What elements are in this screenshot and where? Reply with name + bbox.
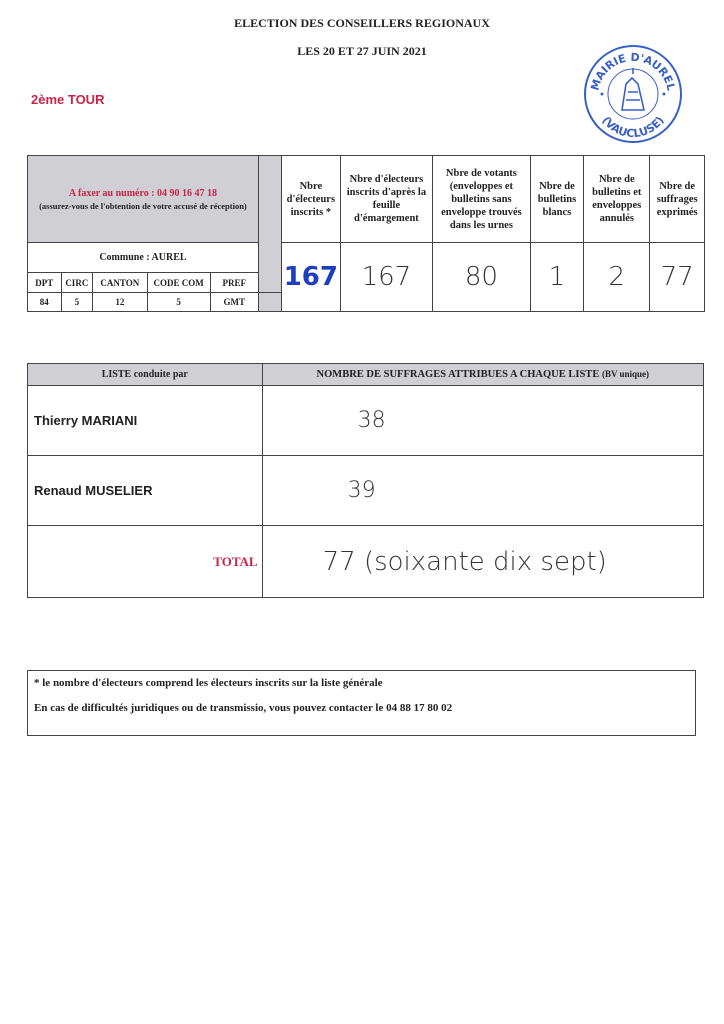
election-dates: LES 20 ET 27 JUIN 2021 (297, 44, 427, 58)
code-value-circ: 5 (61, 292, 92, 311)
code-header-dpt: DPT (28, 273, 62, 292)
col-header-blancs: Nbre de bulletins blancs (530, 156, 584, 243)
value-votants: 80 (433, 243, 531, 312)
note-contact: En cas de difficultés juridiques ou de transmissio, vous pouvez contacter le 04 88 17 80 02 (34, 702, 453, 714)
stamp-emblem-icon (622, 68, 644, 110)
code-value-codecom: 5 (147, 292, 210, 311)
stamp-top-text: MAIRIE D'AUREL (588, 50, 678, 92)
total-value: 77 (soixante dix sept) (262, 526, 703, 598)
value-inscrits-emargement: 167 (340, 243, 432, 312)
list-name-muselier: Renaud MUSELIER (28, 456, 263, 526)
list-name-mariani: Thierry MARIANI (28, 386, 263, 456)
grey-spacer-bottom (258, 292, 281, 311)
code-header-pref: PREF (210, 273, 258, 292)
note-electeurs: * le nombre d'électeurs comprend les électeurs inscrits sur la liste générale (34, 677, 383, 689)
list-votes-mariani: 38 (262, 386, 703, 456)
code-header-circ: CIRC (61, 273, 92, 292)
col-header-annules: Nbre de bulletins et enveloppes annulés (584, 156, 650, 243)
lists-table (27, 363, 704, 598)
code-value-canton: 12 (93, 292, 148, 311)
list-header-left: LISTE conduite par (28, 364, 263, 386)
col-header-exprimes: Nbre de suffrages exprimés (650, 156, 705, 243)
fax-number: A faxer au numéro : 04 90 16 47 18 (68, 187, 218, 199)
fax-cell (28, 156, 259, 243)
list-header-right (262, 364, 703, 386)
value-inscrits: 167 (281, 243, 340, 312)
commune-label: Commune : AUREL (28, 243, 259, 273)
code-header-canton: CANTON (93, 273, 148, 292)
code-value-pref: GMT (210, 292, 258, 311)
grey-spacer (258, 156, 281, 293)
value-blancs: 1 (530, 243, 584, 312)
fax-note: (assurez-vous de l'obtention de votre accusé de réception) (39, 200, 247, 211)
total-row (28, 526, 704, 598)
list-votes-muselier: 39 (262, 456, 703, 526)
value-annules: 2 (584, 243, 650, 312)
value-exprimes: 77 (650, 243, 705, 312)
results-summary-table (27, 155, 705, 312)
document-title: ELECTION DES CONSEILLERS REGIONAUX (234, 16, 490, 30)
col-header-inscrits: Nbre d'électeurs inscrits * (281, 156, 340, 243)
table-row (28, 456, 704, 526)
stamp-bottom-text: (VAUCLUSE) (599, 114, 667, 141)
table-row (28, 386, 704, 456)
total-label: TOTAL (28, 526, 263, 598)
tour-label: 2ème TOUR (31, 92, 105, 107)
list-header-suffix: (BV unique) (601, 369, 650, 379)
mairie-stamp (582, 44, 684, 144)
code-header-codecom: CODE COM (147, 273, 210, 292)
list-header-title: NOMBRE DE SUFFRAGES ATTRIBUES A CHAQUE LISTE (316, 369, 600, 380)
code-value-dpt: 84 (28, 292, 62, 311)
col-header-votants: Nbre de votants (enveloppes et bulletins sans enveloppe trouvés dans les urnes (433, 156, 531, 243)
col-header-inscrits-emargement: Nbre d'électeurs inscrits d'après la feuille d'émargement (340, 156, 432, 243)
notes-box (27, 670, 696, 736)
